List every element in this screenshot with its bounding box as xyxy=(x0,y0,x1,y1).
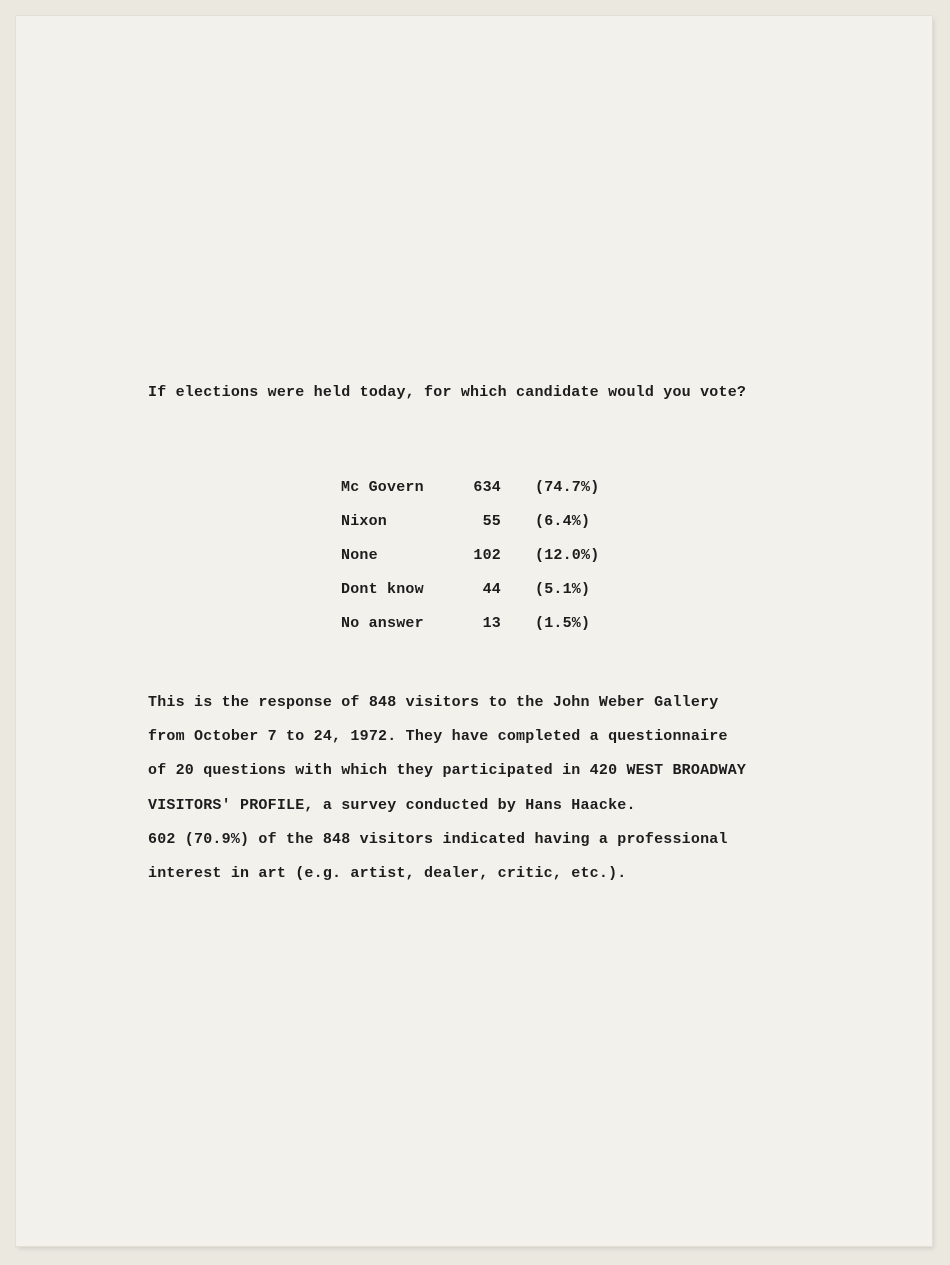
vote-percent: (1.5%) xyxy=(535,614,591,632)
survey-question: If elections were held today, for which candidate would you vote? xyxy=(148,384,747,401)
candidate-label: No answer xyxy=(341,614,424,632)
table-row xyxy=(341,470,599,504)
table-row xyxy=(341,504,599,538)
vote-percent: (12.0%) xyxy=(535,546,600,564)
vote-count: 13 xyxy=(482,614,501,632)
survey-description xyxy=(148,686,746,891)
results-table xyxy=(341,470,599,640)
vote-count: 102 xyxy=(473,546,501,564)
paragraph-line: VISITORS' PROFILE, a survey conducted by Hans Haacke. xyxy=(148,796,636,814)
candidate-label: None xyxy=(341,546,378,564)
paragraph-line: This is the response of 848 visitors to the John Weber Gallery xyxy=(148,694,719,711)
table-row xyxy=(341,538,599,572)
vote-percent: (74.7%) xyxy=(535,478,600,496)
candidate-label: Dont know xyxy=(341,580,424,598)
paragraph-line: 602 (70.9%) of the 848 visitors indicated having a professional xyxy=(148,830,728,848)
vote-percent: (6.4%) xyxy=(535,512,591,530)
table-row xyxy=(341,606,599,640)
candidate-label: Nixon xyxy=(341,512,388,530)
paragraph-line: interest in art (e.g. artist, dealer, critic, etc.). xyxy=(148,864,627,882)
table-row xyxy=(341,572,599,606)
paper-sheet xyxy=(16,16,932,1246)
paragraph-line: of 20 questions with which they participated in 420 WEST BROADWAY xyxy=(148,762,747,780)
vote-count: 634 xyxy=(473,478,501,496)
vote-percent: (5.1%) xyxy=(535,580,591,598)
candidate-label: Mc Govern xyxy=(341,478,424,496)
vote-count: 44 xyxy=(482,580,501,598)
paragraph-line: from October 7 to 24, 1972. They have completed a questionnaire xyxy=(148,728,728,746)
vote-count: 55 xyxy=(482,512,501,530)
